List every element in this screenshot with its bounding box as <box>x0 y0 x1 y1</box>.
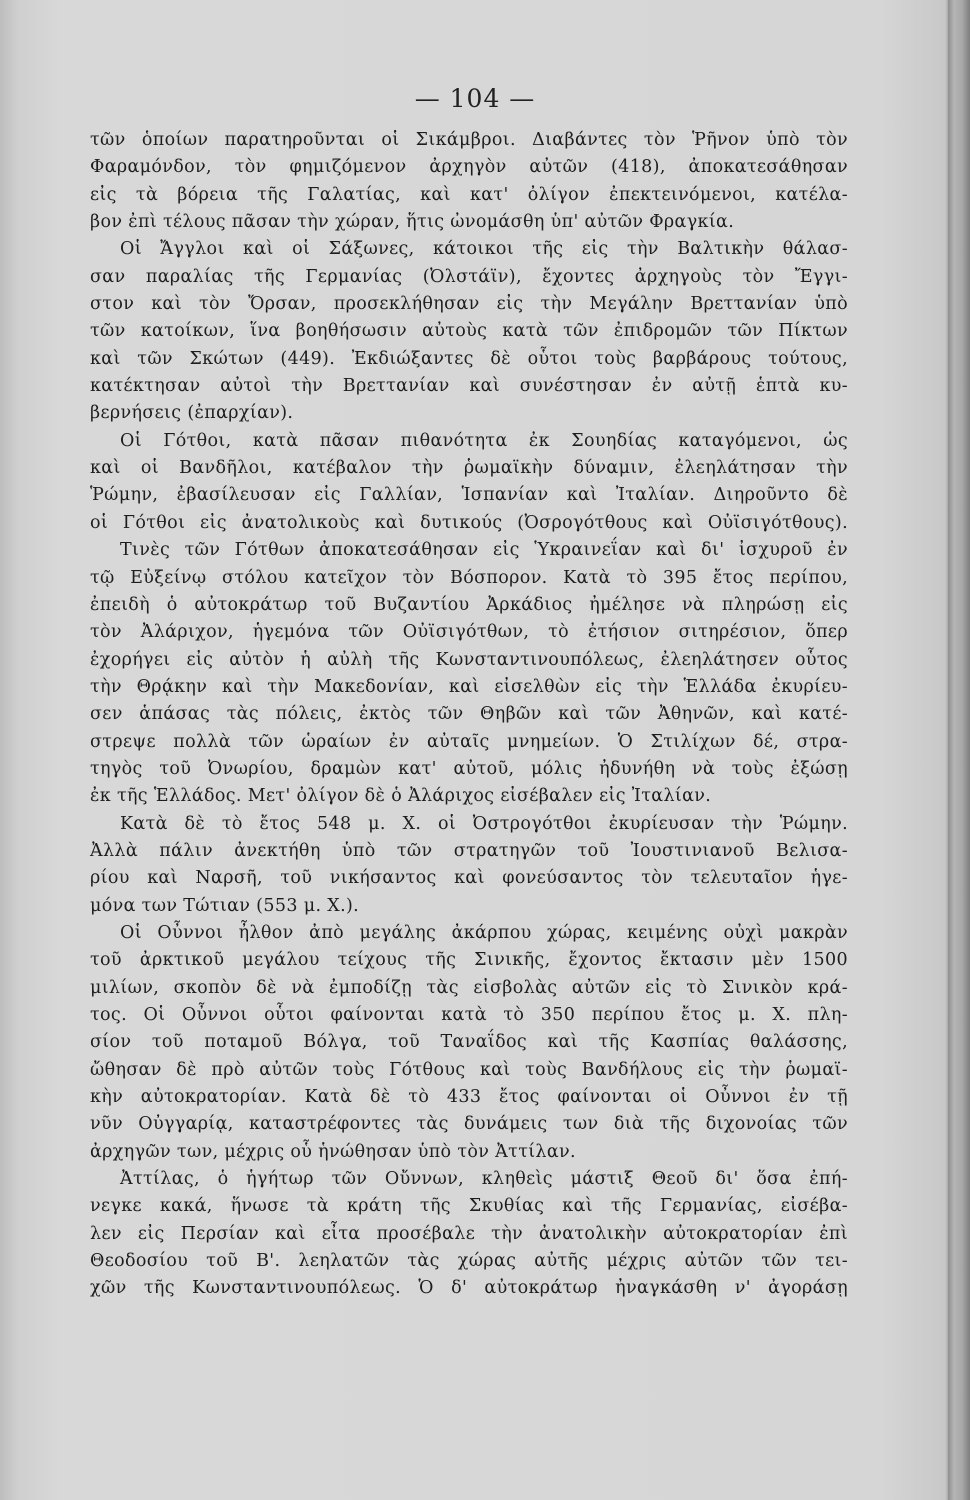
text-line: Ῥώμην, ἐβασίλευσαν εἰς Γαλλίαν, Ἱσπανίαν καὶ Ἰταλίαν. Διηροῦντο δὲ <box>90 485 848 506</box>
text-line: τῷ Εὐξείνῳ στόλου κατεῖχον τὸν Βόσπορον. Κατὰ τὸ 395 ἔτος περίπου, <box>90 567 848 588</box>
text-line: ρίου καὶ Ναρσῆ, τοῦ νικήσαντος καὶ φονεύσαντος τὸν τελευταῖον ἡγε- <box>90 868 848 889</box>
text-line: Ἀλλὰ πάλιν ἀνεκτήθη ὑπὸ τῶν στρατηγῶν τοῦ Ἰουστινιανοῦ Βελισα- <box>90 840 848 861</box>
text-line: τὸν Ἀλάριχον, ἡγεμόνα τῶν Οὐϊσιγότθων, τὸ ἐτήσιον σιτηρέσιον, ὅπερ <box>90 622 848 643</box>
text-line: ἀρχηγῶν των, μέχρις οὗ ἡνώθησαν ὑπὸ τὸν Ἀττίλαν. <box>90 1141 576 1162</box>
text-line: κατέκτησαν αὐτοὶ τὴν Βρεττανίαν καὶ συνέστησαν ἐν αὐτῇ ἑπτὰ κυ- <box>90 376 848 397</box>
text-line: χῶν τῆς Κωνσταντινουπόλεως. Ὁ δ' αὐτοκράτωρ ἠναγκάσθη ν' ἀγοράσῃ <box>90 1278 848 1299</box>
paragraph-start-line: Οἱ Γότθοι, κατὰ πᾶσαν πιθανότητα ἐκ Σουηδίας καταγόμενοι, ὡς <box>120 430 848 451</box>
text-line: ὤθησαν δὲ πρὸ αὐτῶν τοὺς Γότθους καὶ τοὺς Βανδήλους εἰς τὴν ῥωμαϊ- <box>90 1059 848 1080</box>
text-line: μόνα των Τώτιαν (553 μ. Χ.). <box>90 895 360 916</box>
text-line: Φαραμόνδον, τὸν φημιζόμενον ἀρχηγὸν αὐτῶν (418), ἀποκατεσάθησαν <box>90 157 848 178</box>
text-line: στρεψε πολλὰ τῶν ὡραίων ἐν αὐταῖς μνημείων. Ὁ Στιλίχων δέ, στρα- <box>90 731 848 752</box>
text-line: σαν παραλίας τῆς Γερμανίας (Ὀλστάϊν), ἔχοντες ἀρχηγοὺς τὸν Ἔγγι- <box>90 266 848 287</box>
text-line: τῶν κατοίκων, ἵνα βοηθήσωσιν αὐτοὺς κατὰ τῶν ἐπιδρομῶν τῶν Πίκτων <box>90 321 848 342</box>
text-line: βον ἐπὶ τέλους πᾶσαν τὴν χώραν, ἥτις ὠνομάσθη ὑπ' αὐτῶν Φραγκία. <box>90 212 735 233</box>
text-line: σεν ἁπάσας τὰς πόλεις, ἐκτὸς τῶν Θηβῶν καὶ τῶν Ἀθηνῶν, καὶ κατέ- <box>90 704 848 725</box>
text-line: κὴν αὐτοκρατορίαν. Κατὰ δὲ τὸ 433 ἔτος φαίνονται οἱ Οὖννοι ἐν τῇ <box>90 1087 848 1108</box>
text-line: σίον τοῦ ποταμοῦ Βόλγα, τοῦ Ταναΐδος καὶ τῆς Κασπίας θαλάσσης, <box>90 1032 848 1053</box>
page-number: — 104 — <box>414 84 536 113</box>
text-line: τοῦ ἀρκτικοῦ μεγάλου τείχους τῆς Σινικῆς, ἔχοντος ἔκτασιν μὲν 1500 <box>90 950 848 971</box>
text-line: ἐπειδὴ ὁ αὐτοκράτωρ τοῦ Βυζαντίου Ἀρκάδιος ἠμέλησε νὰ πληρώσῃ εἰς <box>90 594 848 615</box>
paragraph-start-line: Οἱ Ἄγγλοι καὶ οἱ Σάξωνες, κάτοικοι τῆς εἰς τὴν Βαλτικὴν θάλασ- <box>120 239 848 260</box>
text-line: τὴν Θρᾴκην καὶ τὴν Μακεδονίαν, καὶ εἰσελθὼν εἰς τὴν Ἑλλάδα ἐκυρίευ- <box>90 676 848 697</box>
paragraph-start-line: Οἱ Οὖννοι ἦλθον ἀπὸ μεγάλης ἀκάρπου χώρας, κειμένης οὐχὶ μακρὰν <box>120 922 848 943</box>
text-line: νεγκε κακά, ἥνωσε τὰ κράτη τῆς Σκυθίας καὶ τῆς Γερμανίας, εἰσέβα- <box>90 1196 848 1217</box>
text-line: λεν εἰς Περσίαν καὶ εἶτα προσέβαλε τὴν ἀνατολικὴν αὐτοκρατορίαν ἐπὶ <box>90 1223 848 1244</box>
text-line: τῶν ὁποίων παρατηροῦνται οἱ Σικάμβροι. Διαβάντες τὸν Ῥῆνον ὑπὸ τὸν <box>90 130 848 150</box>
text-line: τος. Οἱ Οὖννοι οὗτοι φαίνονται κατὰ τὸ 350 περίπου ἔτος μ. Χ. πλη- <box>90 1005 848 1025</box>
text-line: μιλίων, σκοπὸν δὲ νὰ ἐμποδίζῃ τὰς εἰσβολὰς αὐτῶν εἰς τὸ Σινικὸν κρά- <box>90 977 848 998</box>
text-line: εἰς τὰ βόρεια τῆς Γαλατίας, καὶ κατ' ὀλίγον ἐπεκτεινόμενοι, κατέλα- <box>90 184 848 205</box>
text-line: ἐχορήγει εἰς αὐτὸν ἡ αὐλὴ τῆς Κωνσταντινουπόλεως, ἐλεηλάτησεν οὗτος <box>90 649 848 670</box>
text-line: νῦν Οὐγγαρίᾳ, καταστρέφοντες τὰς δυνάμεις των διὰ τῆς διχονοίας τῶν <box>90 1114 848 1135</box>
text-line: οἱ Γότθοι εἰς ἀνατολικοὺς καὶ δυτικούς (Ὀσρογότθους καὶ Οὐϊσιγότθους). <box>90 512 848 533</box>
text-line: ἐκ τῆς Ἑλλάδος. Μετ' ὀλίγον δὲ ὁ Ἀλάριχος εἰσέβαλεν εἰς Ἰταλίαν. <box>90 786 712 807</box>
text-line: καὶ τῶν Σκώτων (449). Ἐκδιώξαντες δὲ οὗτοι τοὺς βαρβάρους τούτους, <box>90 348 848 369</box>
text-line: βερνήσεις (ἐπαρχίαν). <box>90 403 294 424</box>
page-edge-shadow <box>948 0 970 1500</box>
paragraph-start-line: Τινὲς τῶν Γότθων ἀποκατεσάθησαν εἰς Ὑκραινεΐαν καὶ δι' ἰσχυροῦ ἐν <box>120 540 848 561</box>
page-body-text <box>90 127 848 1303</box>
paragraph-start-line: Ἀττίλας, ὁ ἡγήτωρ τῶν Οὔννων, κληθεὶς μάστιξ Θεοῦ δι' ὅσα ἐπή- <box>120 1169 848 1190</box>
text-line: καὶ οἱ Βανδῆλοι, κατέβαλον τὴν ῥωμαϊκὴν δύναμιν, ἐλεηλάτησαν τὴν <box>90 458 848 479</box>
text-line: στον καὶ τὸν Ὄρσαν, προσεκλήθησαν εἰς τὴν Μεγάλην Βρεττανίαν ὑπὸ <box>90 294 848 315</box>
paragraph-start-line: Κατὰ δὲ τὸ ἔτος 548 μ. Χ. οἱ Ὀστρογότθοι ἐκυρίευσαν τὴν Ῥώμην. <box>120 813 848 834</box>
text-line: τηγὸς τοῦ Ὀνωρίου, δραμὼν κατ' αὐτοῦ, μόλις ἠδυνήθη νὰ τοὺς ἐξώσῃ <box>90 758 848 779</box>
text-line: Θεοδοσίου τοῦ Β'. λεηλατῶν τὰς χώρας αὐτῆς μέχρις αὐτῶν τῶν τει- <box>90 1251 848 1272</box>
